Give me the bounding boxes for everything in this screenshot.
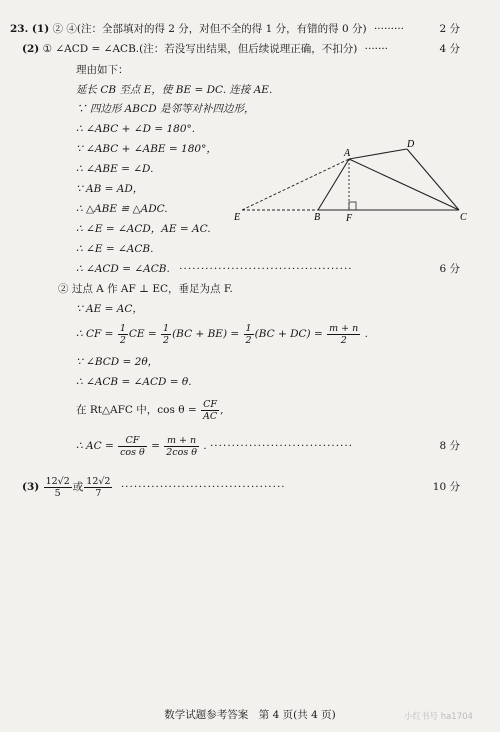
frac-12r2-5-den: 5 — [54, 487, 61, 499]
frac-cf-ac-den: AC — [203, 410, 218, 422]
frac-12r2-7 — [84, 476, 112, 499]
proof-line-8: ∴ ∠E = ∠ACD，AE = AC. — [76, 223, 211, 235]
proof-line-4: ∵ ∠ABC + ∠ABE = 180°， — [76, 143, 217, 155]
proof-line-3: ∴ ∠ABC + ∠D = 180°. — [76, 123, 196, 135]
frac-half-1-num: 1 — [119, 322, 126, 334]
label-F: F — [346, 213, 353, 223]
right-angle-mark — [349, 202, 356, 210]
frac-half-2 — [161, 323, 171, 346]
label-D: D — [407, 139, 415, 150]
frac-half-1-den: 2 — [119, 334, 126, 346]
geometry-figure — [232, 138, 472, 223]
frac-mn-2cos-den: 2cos θ — [166, 446, 197, 458]
part2-construction: ② 过点 A 作 AF ⊥ EC，垂足为点 F. — [58, 283, 233, 295]
cf-eq-part-c: (BC + BE) = — [172, 328, 243, 340]
q23-part3-line: (3) $\frac{12√2}{5}$ 或 $\frac{12√2}{7}$ ······································ — [22, 475, 286, 499]
segment-DC — [407, 149, 459, 210]
reason-title: 理由如下： — [76, 64, 129, 76]
frac-cf-cos-den: cos θ — [120, 446, 145, 458]
label-A: A — [344, 148, 351, 159]
cf-equation: ∴ CF = $\frac{1}{2}$ CE = $\frac{1}{2}$ (BC + BE) = $\frac{1}{2}$ (BC + DC) = $\frac{m + n}{2}$ . — [76, 322, 368, 346]
bcd-line: ∵ ∠BCD = 2θ， — [76, 356, 159, 368]
acb-line: ∴ ∠ACB = ∠ACD = θ. — [76, 376, 192, 388]
frac-half-2-num: 1 — [163, 322, 170, 334]
label-E: E — [234, 212, 241, 223]
q23-part1-score: 2 分 — [439, 23, 460, 35]
cf-eq-part-a: ∴ CF = — [76, 328, 117, 340]
q23-part2-claim: ① ∠ACD = ∠ACB.(注：若没写出结果，但后续说理正确，不扣分) — [42, 43, 358, 55]
q23-part2-score1: 4 分 — [439, 43, 460, 55]
frac-half-3 — [244, 323, 254, 346]
proof-line-2: ∵ 四边形 ABCD 是邻等对补四边形， — [76, 103, 255, 115]
frac-mn-2-num: m + n — [329, 322, 359, 334]
or-text: 或 — [72, 481, 84, 493]
q23-part1-label: 23. (1) — [10, 23, 50, 35]
frac-cf-ac — [201, 399, 219, 422]
label-C: C — [460, 212, 467, 223]
frac-12r2-7-num: 12√2 — [86, 475, 111, 487]
frac-cf-cos-num: CF — [118, 435, 147, 447]
frac-mn-2cos-num: m + n — [164, 435, 199, 447]
frac-half-2-den: 2 — [163, 334, 170, 346]
proof-line-5: ∴ ∠ABE = ∠D. — [76, 163, 154, 175]
page-footer: 数学试题参考答案 第 4 页(共 4 页) — [164, 709, 336, 721]
frac-12r2-5-num: 12√2 — [45, 475, 70, 487]
q23-part1-answer: ② ④(注：全部填对的得 2 分，对但不全的得 1 分，有错的得 0 分) — [52, 23, 367, 35]
cf-eq-part-d: (BC + DC) = — [254, 328, 327, 340]
q23-part3-score: 10 分 — [432, 481, 460, 493]
frac-half-1 — [118, 323, 128, 346]
proof-line-9: ∴ ∠E = ∠ACB. — [76, 243, 154, 255]
proof-line-10: ∴ ∠ACD = ∠ACB. ········································ — [76, 263, 353, 275]
ac-line: ∴ AC = $\frac{CF}{\text{cos θ}}$ = $\frac{m + n}{\text{2cos θ}}$ . ································· — [76, 434, 354, 458]
frac-12r2-5 — [44, 476, 72, 499]
q23-part2-claim-line: (2) ① ∠ACD = ∠ACB.(注：若没写出结果，但后续说理正确，不扣分) ······· — [22, 43, 389, 55]
segment-AC — [349, 159, 459, 210]
frac-half-3-num: 1 — [245, 322, 252, 334]
segment-AD — [349, 149, 407, 159]
cf-eq-part-b: CE = — [128, 328, 161, 340]
label-B: B — [314, 212, 321, 223]
frac-cf-ac-num: CF — [201, 399, 219, 411]
frac-half-3-den: 2 — [245, 334, 252, 346]
frac-mn-2-den: 2 — [340, 334, 347, 346]
frac-cf-cos — [118, 435, 147, 458]
q23-part1-line: 23. (1) ② ④(注：全部填对的得 2 分，对但不全的得 1 分，有错的得 0 分) ········· — [10, 23, 405, 35]
frac-mn-2 — [327, 323, 360, 346]
q23-part2-score3: 8 分 — [439, 440, 460, 452]
proof-line-7: ∴ △ABE ≌ △ADC. — [76, 203, 168, 215]
q23-part3-label: (3) — [22, 481, 40, 493]
proof-line-1: 延长 CB 至点 E，使 BE = DC. 连接 AE. — [76, 84, 273, 96]
watermark: 小红书号 ha1704 — [404, 712, 473, 722]
frac-12r2-7-den: 7 — [95, 487, 102, 499]
cos-line: 在 Rt△AFC 中，cos θ = $\frac{CF}{AC}$ , — [76, 398, 224, 422]
ac-line-text: ∴ AC = — [76, 440, 118, 452]
q23-part2-label: (2) — [22, 43, 40, 55]
cos-line-text: 在 Rt△AFC 中，cos θ = — [76, 404, 201, 416]
q23-part2-score2: 6 分 — [439, 263, 460, 275]
proof-line-10-text: ∴ ∠ACD = ∠ACB. — [76, 263, 170, 275]
frac-mn-2cos — [164, 435, 199, 458]
ae-eq-ac: ∵ AE = AC， — [76, 303, 143, 315]
proof-line-6: ∵ AB = AD， — [76, 183, 144, 195]
